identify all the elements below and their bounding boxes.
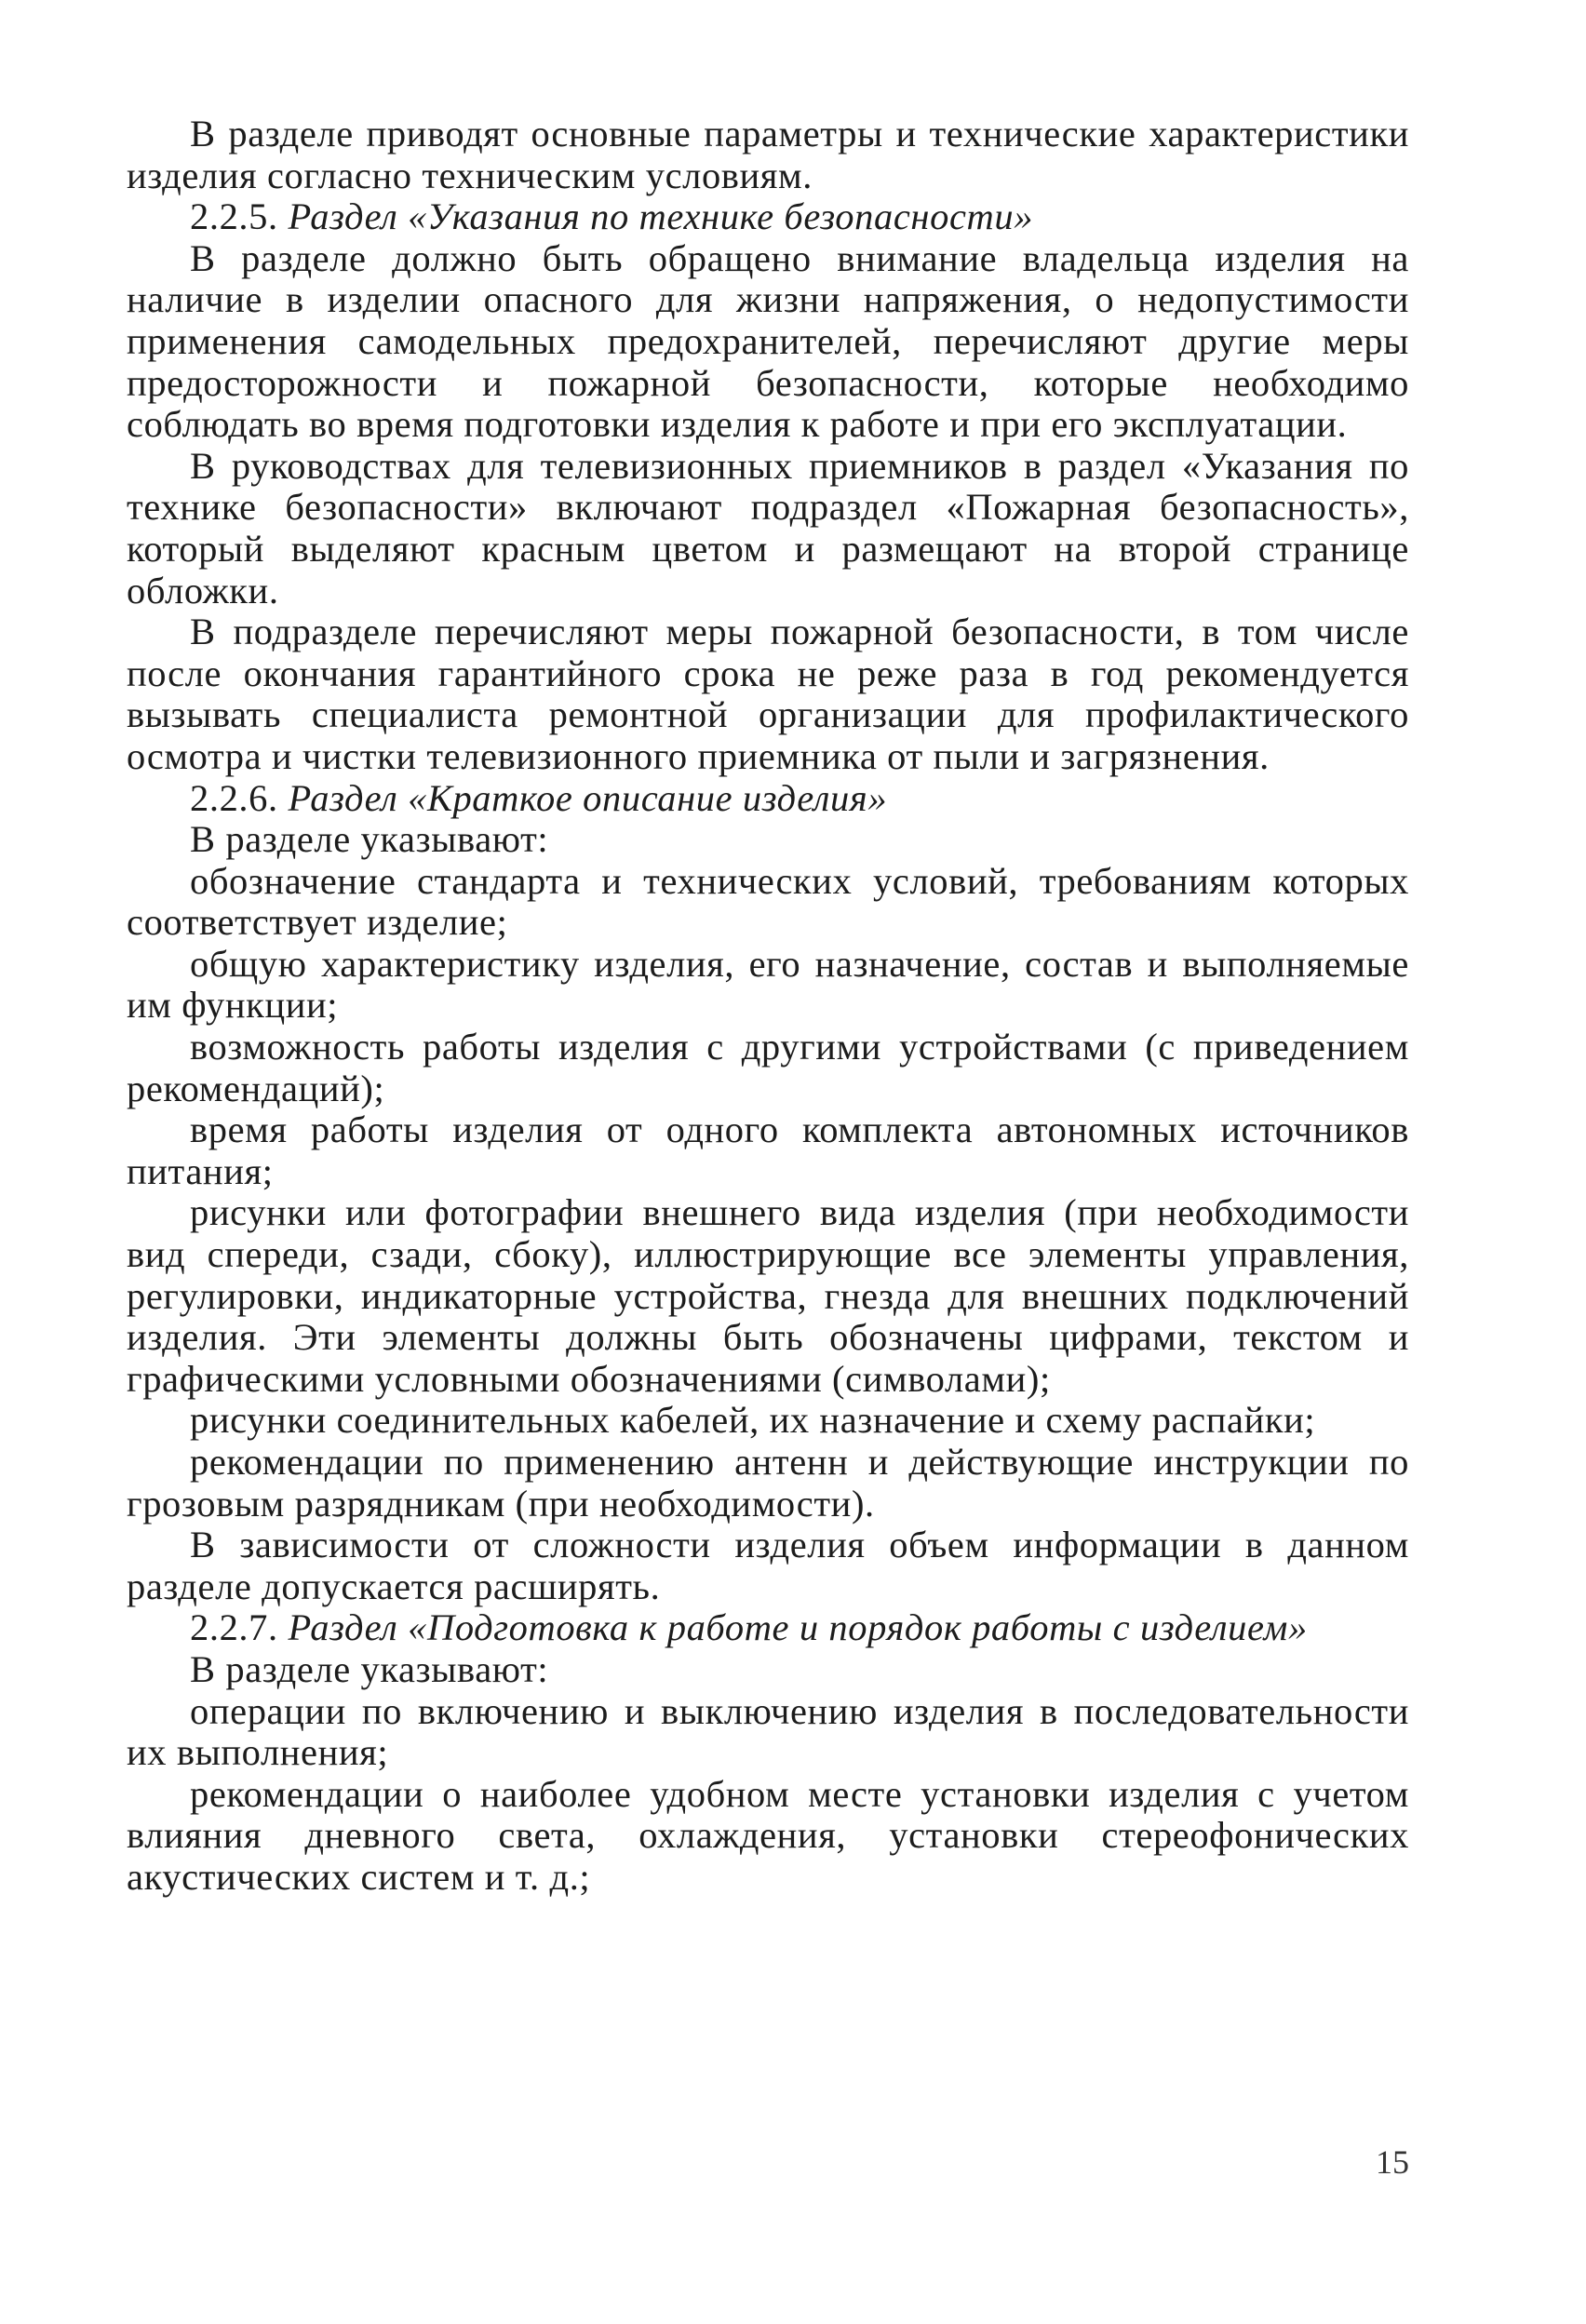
paragraph: В руководствах для телевизионных приемников в раздел «Указания по технике безопасности» включают подраздел «Пожарная безопасность», который выделяют красным цветом и размещают на второй странице обложки.: [127, 444, 1409, 611]
list-item: рисунки соединительных кабелей, их назначение и схему распайки;: [190, 1399, 1316, 1442]
paragraph: В зависимости от сложности изделия объем информации в данном разделе допускается расширять.: [127, 1524, 1409, 1607]
body-text: [127, 114, 1409, 1899]
section-heading: [127, 196, 1409, 238]
list-item: операции по включению и выключению изделия в последовательности их выполнения;: [127, 1689, 1409, 1774]
list-item: рекомендации по применению антенн и действующие инструкции по грозовым разрядникам (при необходимости).: [127, 1441, 1409, 1525]
list-item: рекомендации о наиболее удобном месте установки изделия с учетом влияния дневного света, охлаждения, установки стереофонических акустических систем и т. д.;: [127, 1772, 1409, 1898]
section-heading: [127, 778, 1409, 820]
section-number: 2.2.6.: [190, 776, 278, 819]
page-number: 15: [1376, 2143, 1409, 2181]
list-item: возможность работы изделия с другими устройствами (с приведением рекомендаций);: [127, 1026, 1409, 1109]
section-number: 2.2.7.: [190, 1606, 278, 1649]
section-title: Раздел «Указания по технике безопасности»: [288, 195, 1034, 238]
paragraph: В разделе должно быть обращено внимание владельца изделия на наличие в изделии опасного для жизни напряжения, о недопустимости применения самодельных предохранителей, перечисляют другие меры предосторожности и пожарной безопасности, которые необходимо соблюдать во время подготовки изделия к работе и при его эксплуатации.: [127, 236, 1409, 446]
paragraph: В разделе приводят основные параметры и технические характеристики изделия согласно техническим условиям.: [127, 113, 1409, 196]
list-item: обозначение стандарта и технических условий, требованиям которых соответствует изделие;: [127, 859, 1409, 944]
paragraph: В разделе указывают:: [190, 1647, 549, 1690]
paragraph: В подразделе перечисляют меры пожарной безопасности, в том числе после окончания гарантийного срока не реже раза в год рекомендуется вызывать специалиста ремонтной организации для профилактического осмотра и чистки телевизионного приемника от пыли и загрязнения.: [127, 611, 1409, 777]
paragraph: В разделе указывают:: [190, 818, 549, 861]
list-item: общую характеристику изделия, его назначение, состав и выполняемые им функции;: [127, 942, 1409, 1027]
section-heading: [127, 1607, 1409, 1649]
section-number: 2.2.5.: [190, 195, 278, 238]
list-item: время работы изделия от одного комплекта автономных источников питания;: [127, 1108, 1409, 1192]
section-title: Раздел «Подготовка к работе и порядок работы с изделием»: [288, 1606, 1308, 1649]
list-item: рисунки или фотографии внешнего вида изделия (при необходимости вид спереди, сзади, сбоку), иллюстрирующие все элементы управления, регулировки, индикаторные устройства, гнезда для внешних подключений изделия. Эти элементы должны быть обозначены цифрами, текстом и графическими условными обозначениями (символами);: [127, 1191, 1409, 1400]
section-title: Раздел «Краткое описание изделия»: [288, 776, 888, 819]
